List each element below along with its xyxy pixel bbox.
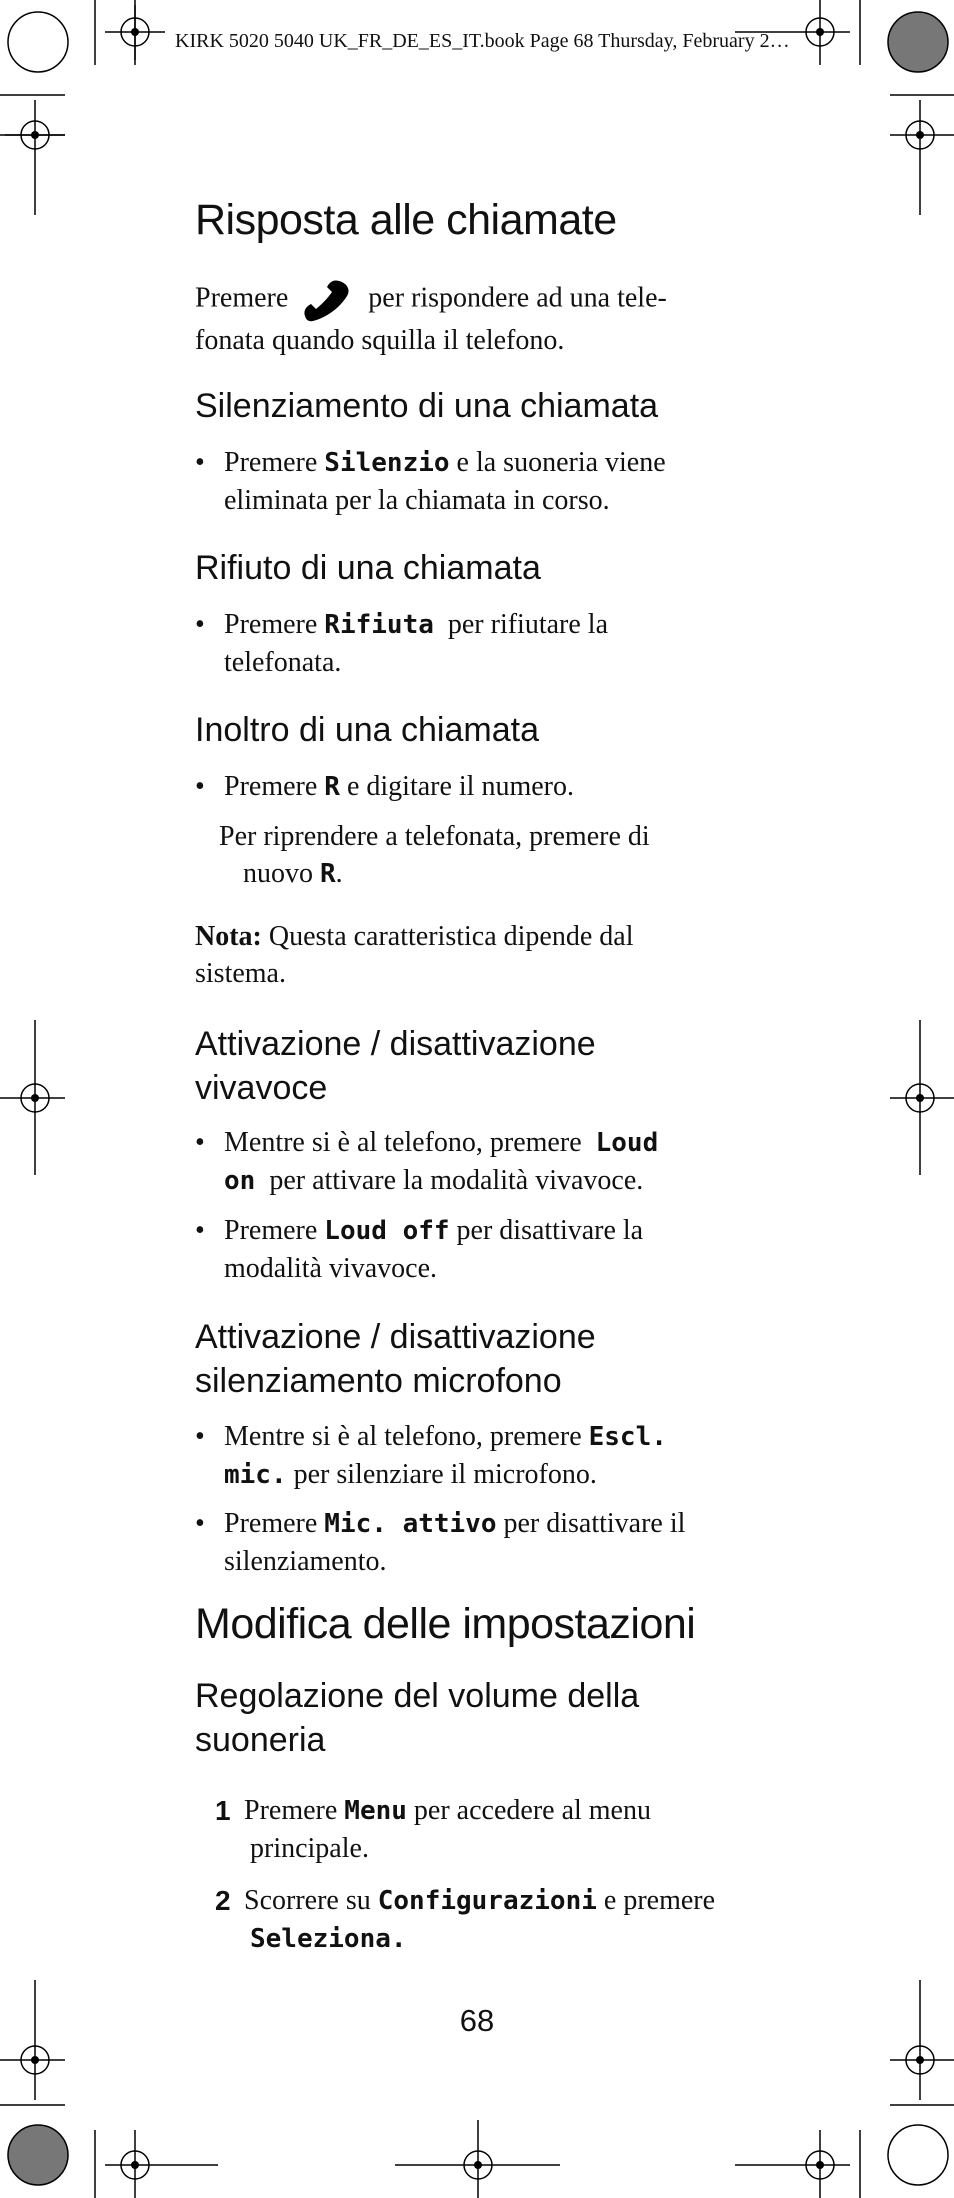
forward-note	[195, 918, 765, 992]
section-title-answer: Risposta alle chiamate	[195, 196, 617, 244]
speaker-title-line1: Attivazione / disattivazione	[195, 1025, 596, 1063]
mute-off-post: per disattivare il	[503, 1508, 686, 1539]
speaker-off-line2: modalità vivavoce.	[224, 1253, 438, 1284]
softkey-menu: Menu	[344, 1796, 407, 1826]
silence-line2: eliminata per la chiamata in corso.	[224, 485, 610, 516]
phone-handset-icon	[301, 278, 355, 322]
softkey-configurazioni: Configurazioni	[377, 1886, 597, 1916]
mute-title-line2: silenziamento microfono	[195, 1362, 562, 1400]
answer-text-after: per rispondere ad una tele-	[368, 282, 667, 314]
bullet: •	[195, 447, 205, 478]
bullet: •	[195, 1127, 205, 1158]
note-label: Nota:	[195, 921, 262, 952]
reject-line2: telefonata.	[224, 647, 342, 678]
answer-paragraph	[195, 278, 667, 359]
answer-text-line2: fonata quando squilla il telefono.	[195, 325, 565, 356]
bullet: •	[195, 609, 205, 640]
section-title-settings: Modifica delle impostazioni	[195, 1600, 696, 1648]
softkey-rifiuta: Rifiuta	[324, 610, 434, 640]
bullet: •	[195, 1508, 205, 1539]
silence-post: e la suoneria viene	[456, 447, 666, 478]
speaker-off-pre: Premere	[224, 1215, 318, 1246]
resume-pre: nuovo	[243, 858, 313, 889]
speaker-off-post: per disattivare la	[456, 1215, 644, 1246]
softkey-mic: mic.	[224, 1460, 287, 1490]
forward-pre: Premere	[224, 771, 318, 802]
bullet: •	[195, 1215, 205, 1246]
mute-on-pre: Mentre si è al telefono, premere	[224, 1421, 582, 1452]
ring-volume-line1: Regolazione del volume della	[195, 1677, 640, 1715]
step1-pre: Premere	[244, 1795, 338, 1826]
section-title-reject: Rifiuto di una chiamata	[195, 549, 541, 587]
reject-post: per rifiutare la	[447, 609, 608, 640]
mute-on-post: per silenziare il microfono.	[293, 1459, 597, 1490]
section-title-forward: Inoltro di una chiamata	[195, 711, 539, 749]
softkey-loud: Loud	[595, 1128, 659, 1158]
softkey-r: R	[324, 772, 340, 802]
resume-line1: Per riprendere a telefonata, premere di	[219, 821, 650, 852]
step2-pre: Scorrere su	[244, 1885, 371, 1916]
step1-line2: principale.	[250, 1833, 369, 1864]
section-title-mute	[195, 1315, 755, 1403]
softkey-r-resume: R	[320, 859, 336, 889]
note-text: Questa caratteristica dipende dal	[268, 921, 634, 952]
softkey-on: on	[224, 1166, 256, 1196]
step-number: 1	[215, 1795, 231, 1826]
answer-text-before: Premere	[195, 282, 289, 314]
step-number: 2	[215, 1885, 231, 1916]
softkey-silenzio: Silenzio	[324, 448, 450, 478]
book-header-line: KIRK 5020 5040 UK_FR_DE_ES_IT.book Page 68 Thursday, February 2…	[175, 30, 790, 52]
subsection-title-ring-volume	[195, 1674, 755, 1762]
softkey-seleziona: Seleziona.	[250, 1924, 407, 1954]
mute-off-line2: silenziamento.	[224, 1546, 387, 1577]
softkey-escl: Escl.	[588, 1422, 667, 1452]
forward-resume	[219, 818, 765, 893]
softkey-loud-off: Loud off	[324, 1216, 450, 1246]
step1-post: per accedere al menu	[413, 1795, 651, 1826]
softkey-mic-attivo: Mic. attivo	[324, 1509, 497, 1539]
forward-post: e digitare il numero.	[346, 771, 574, 802]
mute-off-pre: Premere	[224, 1508, 318, 1539]
mute-title-line1: Attivazione / disattivazione	[195, 1318, 596, 1356]
section-title-silence: Silenziamento di una chiamata	[195, 387, 659, 425]
note-line2: sistema.	[195, 958, 286, 989]
page-number: 68	[459, 2003, 495, 2038]
speaker-on-post: per attivare la modalità vivavoce.	[269, 1165, 644, 1196]
resume-post: .	[335, 858, 343, 889]
speaker-on-pre: Mentre si è al telefono, premere	[224, 1127, 582, 1158]
ring-volume-line2: suoneria	[195, 1721, 326, 1759]
step2-post: e premere	[603, 1885, 716, 1916]
section-title-speaker	[195, 1022, 755, 1110]
bullet: •	[195, 771, 205, 802]
reject-pre: Premere	[224, 609, 318, 640]
bullet: •	[195, 1421, 205, 1452]
silence-pre: Premere	[224, 447, 318, 478]
speaker-title-line2: vivavoce	[195, 1069, 328, 1107]
